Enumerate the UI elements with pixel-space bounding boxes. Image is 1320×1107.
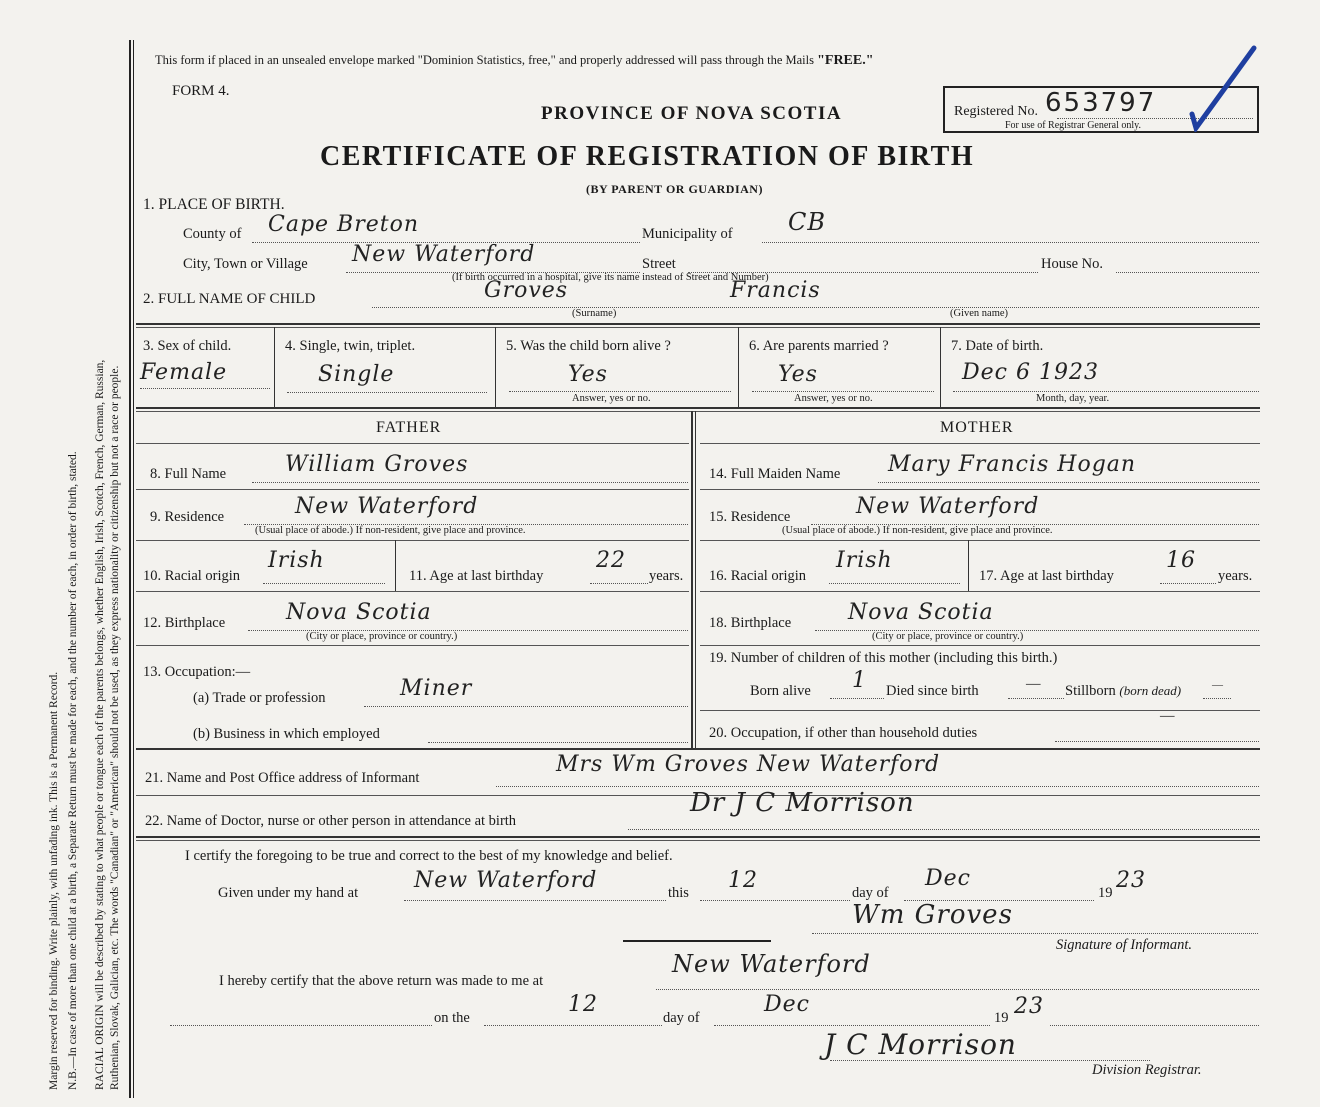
- plurality-value: Single: [318, 362, 395, 387]
- house-number-label: House No.: [1041, 256, 1104, 272]
- given-name-caption: (Given name): [950, 308, 1009, 319]
- row-divider: [136, 645, 689, 646]
- sex-label: 3. Sex of child.: [143, 338, 232, 354]
- given-under-hand-label: Given under my hand at: [218, 885, 359, 901]
- registrar-month-value: Dec: [764, 992, 810, 1017]
- mother-race-line: [829, 583, 960, 584]
- given-year-prefix: 19: [1098, 885, 1113, 901]
- mother-residence-value: New Waterford: [856, 494, 1040, 519]
- date-of-birth-line: [953, 391, 1259, 392]
- mother-residence-label: 15. Residence: [709, 509, 791, 525]
- column-divider: [940, 327, 941, 407]
- free-notice: [155, 53, 874, 69]
- mother-birthplace-caption: (City or place, province or country.): [872, 631, 1024, 642]
- stillborn-value: —: [1212, 679, 1223, 691]
- father-race-label: 10. Racial origin: [143, 568, 241, 584]
- born-alive-count-label: Born alive: [750, 683, 811, 699]
- died-since-birth-line: [1008, 698, 1064, 699]
- plurality-label: 4. Single, twin, triplet.: [285, 338, 416, 354]
- father-birthplace-label: 12. Birthplace: [143, 615, 226, 631]
- informant-signature: Wm Groves: [852, 900, 1013, 930]
- plurality-line: [287, 392, 487, 393]
- mother-name-value: Mary Francis Hogan: [888, 452, 1137, 477]
- given-month-value: Dec: [925, 866, 971, 891]
- parents-married-answer: Yes: [778, 362, 818, 387]
- parents-married-line: [752, 391, 934, 392]
- father-age-label: 11. Age at last birthday: [409, 568, 544, 584]
- registered-number: 653797: [1045, 88, 1157, 118]
- margin-line-1: Margin reserved for binding. Write plainly, with unfading ink. This is a Permanent Record.: [48, 671, 60, 1090]
- born-alive-line: [509, 391, 731, 392]
- registrar-caption: Division Registrar.: [1092, 1062, 1202, 1078]
- registrar-place-value: New Waterford: [672, 950, 871, 978]
- registrar-general-note: For use of Registrar General only.: [1005, 120, 1141, 131]
- business-label: (b) Business in which employed: [193, 726, 380, 742]
- city-label: City, Town or Village: [183, 256, 308, 272]
- row-divider: [136, 323, 1260, 325]
- registrar-statement: I hereby certify that the above return was made to me at: [219, 973, 544, 989]
- surname-caption: (Surname): [572, 308, 617, 319]
- mother-heading: MOTHER: [940, 419, 1014, 436]
- row-divider: [700, 489, 1260, 490]
- doctor-line: [628, 829, 1259, 830]
- mother-age-line: [1160, 583, 1216, 584]
- street-label: Street: [642, 256, 676, 272]
- column-divider: [395, 540, 396, 591]
- column-divider: [495, 327, 496, 407]
- given-day-line: [700, 900, 850, 901]
- binding-line-inner: [133, 40, 134, 1098]
- father-heading: FATHER: [376, 419, 442, 436]
- municipality-line: [762, 242, 1259, 243]
- registrar-year-prefix: 19: [994, 1010, 1009, 1026]
- margin-notes: [20, 30, 125, 1090]
- informant-label: 21. Name and Post Office address of Informant: [145, 770, 420, 786]
- margin-line-3: RACIAL ORIGIN will be described by stating to what people or tongue each of the parents belongs, whether English, Irish, Scotch, French, German, Russian,: [94, 359, 106, 1090]
- registrar-day-line: [484, 1025, 662, 1026]
- father-age-value: 22: [596, 548, 626, 573]
- house-number-line: [1116, 272, 1259, 273]
- child-given-name: Francis: [730, 278, 821, 303]
- registrar-year-value: 23: [1014, 994, 1044, 1019]
- county-label: County of: [183, 226, 242, 242]
- row-divider: [136, 840, 1260, 841]
- hospital-note: (If birth occurred in a hospital, give its name instead of Street and Number): [452, 272, 769, 283]
- father-residence-value: New Waterford: [295, 494, 479, 519]
- mother-age-label: 17. Age at last birthday: [979, 568, 1114, 584]
- column-divider: [968, 540, 969, 591]
- business-line: [428, 742, 688, 743]
- mother-name-line: [878, 482, 1259, 483]
- row-divider: [700, 443, 1260, 444]
- died-since-birth-value: —: [1026, 676, 1041, 692]
- date-of-birth-value: Dec 6 1923: [962, 360, 1099, 385]
- margin-line-4: Ruthenian, Slovak, Galician, etc. The words "Canadian" or "American" should not be used, as they express nationality or citizenship but not a race or people.: [109, 365, 121, 1090]
- child-surname: Groves: [484, 278, 569, 303]
- father-birthplace-value: Nova Scotia: [286, 600, 432, 625]
- row-divider: [700, 710, 1260, 711]
- mother-name-label: 14. Full Maiden Name: [709, 466, 841, 482]
- father-residence-caption: (Usual place of abode.) If non-resident, give place and province.: [255, 525, 526, 536]
- father-residence-label: 9. Residence: [150, 509, 225, 525]
- given-year-value: 23: [1116, 868, 1146, 893]
- mother-occupation-line: [1055, 741, 1259, 742]
- row-divider: [136, 443, 689, 444]
- free-notice-emphasis: "FREE.": [817, 53, 874, 68]
- date-of-birth-caption: Month, day, year.: [1036, 393, 1110, 404]
- stillborn-label: [1065, 683, 1181, 700]
- registrar-day-value: 12: [568, 992, 598, 1017]
- registrar-place-line: [656, 989, 1259, 990]
- child-name-label: 2. FULL NAME OF CHILD: [143, 291, 316, 307]
- given-day-of-label: day of: [852, 885, 889, 901]
- row-divider: [136, 591, 689, 592]
- county-value: Cape Breton: [268, 212, 420, 237]
- registrar-month-line: [714, 1025, 990, 1026]
- row-divider: [136, 411, 1260, 412]
- father-name-line: [252, 482, 688, 483]
- check-mark-icon: [1186, 44, 1260, 132]
- stillborn-line: [1203, 698, 1231, 699]
- registrar-day-of-label: day of: [663, 1010, 700, 1026]
- mother-birthplace-value: Nova Scotia: [848, 600, 994, 625]
- informant-signature-caption: Signature of Informant.: [1056, 937, 1193, 953]
- sex-line: [140, 388, 270, 389]
- born-alive-answer: Yes: [568, 362, 608, 387]
- municipality-value: CB: [788, 208, 826, 236]
- father-name-value: William Groves: [285, 452, 469, 477]
- signature-rule: [623, 940, 771, 942]
- born-alive-count-value: 1: [852, 668, 867, 693]
- city-value: New Waterford: [352, 242, 536, 267]
- born-alive-question: 5. Was the child born alive ?: [506, 338, 671, 354]
- column-divider: [738, 327, 739, 407]
- certify-statement: I certify the foregoing to be true and correct to the best of my knowledge and belief.: [185, 848, 673, 864]
- margin-line-2: N.B.—In case of more than one child at a birth, a Separate Return must be made for each, and the number of each, in order of birth, stated.: [67, 451, 79, 1090]
- parents-married-caption: Answer, yes or no.: [794, 393, 873, 404]
- stillborn-note: (born dead): [1119, 683, 1182, 698]
- mother-age-value: 16: [1166, 548, 1196, 573]
- mother-occupation-value: —: [1160, 708, 1175, 724]
- binding-line: [129, 40, 131, 1098]
- trade-label: (a) Trade or profession: [193, 690, 326, 706]
- row-divider: [700, 645, 1260, 646]
- registrar-signature-line: [830, 1060, 1150, 1061]
- row-divider: [136, 489, 689, 490]
- mother-occupation-label: 20. Occupation, if other than household duties: [709, 725, 978, 741]
- father-birthplace-caption: (City or place, province or country.): [306, 631, 458, 642]
- informant-line: [496, 786, 1259, 787]
- form-number: FORM 4.: [172, 83, 230, 99]
- children-count-label: 19. Number of children of this mother (including this birth.): [709, 650, 1058, 666]
- doctor-value: Dr J C Morrison: [690, 788, 915, 818]
- free-notice-text: This form if placed in an unsealed envelope marked "Dominion Statistics, free," and properly addressed will pass through the Mails: [155, 53, 818, 67]
- municipality-label: Municipality of: [642, 226, 733, 242]
- page-subtitle: (BY PARENT OR GUARDIAN): [586, 182, 763, 196]
- parents-column-divider: [695, 411, 696, 748]
- mother-years-label: years.: [1218, 568, 1253, 584]
- row-divider: [136, 327, 1260, 328]
- child-name-line: [372, 307, 1259, 308]
- row-divider: [136, 407, 1260, 409]
- mother-race-label: 16. Racial origin: [709, 568, 807, 584]
- province-heading: PROVINCE OF NOVA SCOTIA: [541, 103, 843, 124]
- mother-residence-caption: (Usual place of abode.) If non-resident, give place and province.: [782, 525, 1053, 536]
- date-of-birth-label: 7. Date of birth.: [951, 338, 1044, 354]
- registrar-signature: J C Morrison: [824, 1028, 1017, 1061]
- row-divider: [136, 836, 1260, 838]
- parents-married-question: 6. Are parents married ?: [749, 338, 889, 354]
- born-alive-count-line: [830, 698, 884, 699]
- given-day-value: 12: [728, 868, 758, 893]
- parents-column-divider: [691, 411, 693, 748]
- doctor-label: 22. Name of Doctor, nurse or other person in attendance at birth: [145, 813, 517, 829]
- row-divider: [700, 591, 1260, 592]
- father-name-label: 8. Full Name: [150, 466, 227, 482]
- registrar-year-line: [1050, 1025, 1259, 1026]
- trade-value: Miner: [400, 676, 473, 701]
- mother-race-value: Irish: [836, 548, 893, 573]
- row-divider: [136, 748, 1260, 750]
- this-label: this: [668, 885, 689, 901]
- on-the-label: on the: [434, 1010, 470, 1026]
- row-divider: [136, 540, 689, 541]
- father-race-value: Irish: [268, 548, 325, 573]
- row-divider: [700, 540, 1260, 541]
- place-of-birth-heading: 1. PLACE OF BIRTH.: [143, 196, 285, 213]
- stillborn-text: Stillborn: [1065, 683, 1116, 699]
- registrar-prefix-line: [170, 1025, 432, 1026]
- given-place-line: [404, 900, 666, 901]
- father-occupation-label: 13. Occupation:—: [143, 664, 251, 680]
- registered-label: Registered No.: [954, 104, 1038, 119]
- trade-line: [364, 706, 688, 707]
- informant-signature-line: [812, 933, 1258, 934]
- column-divider: [274, 327, 275, 407]
- father-years-label: years.: [649, 568, 684, 584]
- sex-value: Female: [140, 360, 228, 385]
- father-age-line: [590, 583, 648, 584]
- page-title: CERTIFICATE OF REGISTRATION OF BIRTH: [320, 141, 975, 172]
- given-place-value: New Waterford: [414, 868, 598, 893]
- father-race-line: [263, 583, 385, 584]
- died-since-birth-label: Died since birth: [886, 683, 979, 699]
- mother-birthplace-label: 18. Birthplace: [709, 615, 792, 631]
- informant-value: Mrs Wm Groves New Waterford: [556, 752, 941, 777]
- born-alive-caption: Answer, yes or no.: [572, 393, 651, 404]
